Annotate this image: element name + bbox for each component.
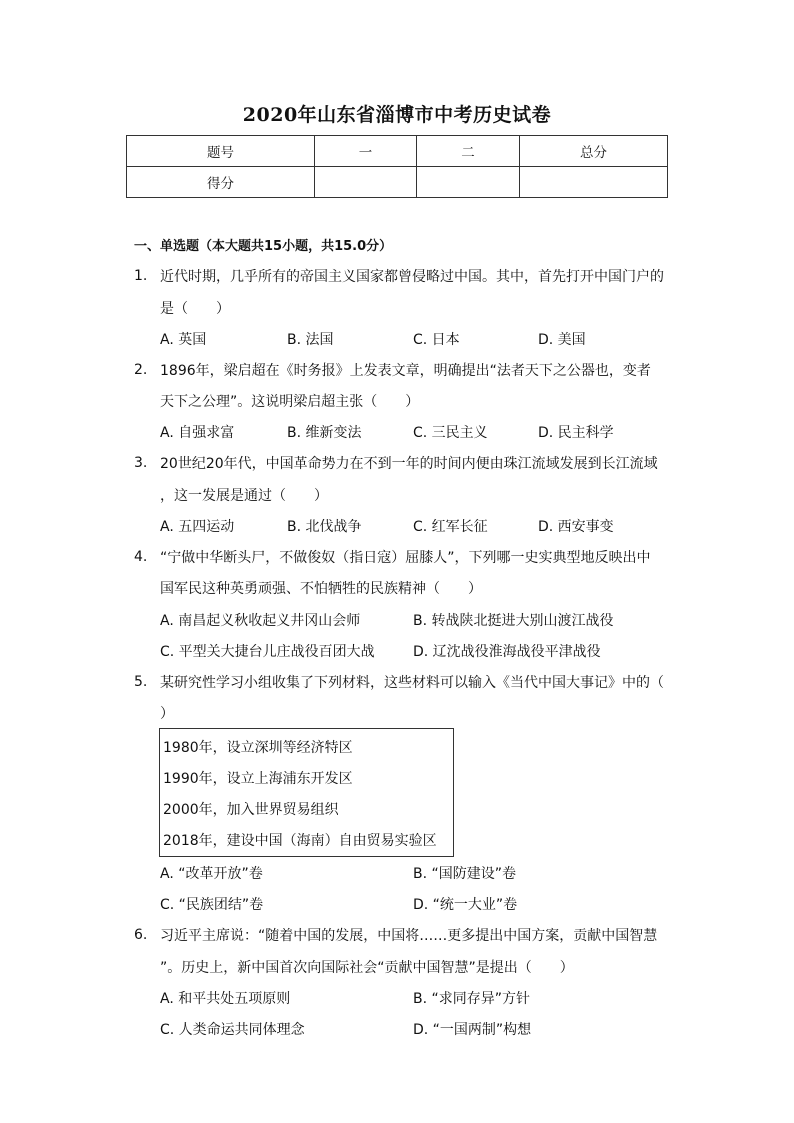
question-text: 20世纪20年代，中国革命势力在不到一年的时间内便由珠江流域发展到长江流域 [160,456,658,472]
option-b[interactable]: B. 转战陕北挺进大别山渡江战役 [413,613,614,629]
score-row-label: 得分 [127,167,315,198]
question-text: ，这一发展是通过（ ） [160,488,328,504]
option-d[interactable]: D. 美国 [538,332,586,348]
material-line: 1990年，设立上海浦东开发区 [163,771,353,787]
score-table-score-row [127,167,668,198]
score-cell[interactable] [315,167,417,198]
option-b[interactable]: B. 维新变法 [287,425,362,441]
score-header-cell: 题号 [127,136,315,167]
option-d[interactable]: D. “统一大业”卷 [413,897,518,913]
option-b[interactable]: B. 北伐战争 [287,519,362,535]
question-number: 6. [134,927,148,943]
option-c[interactable]: C. “民族团结”卷 [160,897,264,913]
question-text: 1896年，梁启超在《时务报》上发表文章，明确提出“法者天下之公器也，变者 [160,363,651,379]
option-d[interactable]: D. 民主科学 [538,425,614,441]
question-text: 习近平主席说：“随着中国的发展，中国将……更多提出中国方案，贡献中国智慧 [160,928,658,944]
material-box [159,728,454,857]
question-number: 5. [134,674,148,690]
question-number: 4. [134,549,148,565]
score-table-header-row [127,136,668,167]
option-c[interactable]: C. 三民主义 [413,425,488,441]
option-c[interactable]: C. 日本 [413,332,460,348]
option-b[interactable]: B. 法国 [287,332,334,348]
score-header-cell: 二 [417,136,520,167]
option-c[interactable]: C. 人类命运共同体理念 [160,1022,305,1038]
question-text: ） [160,706,174,722]
question-text: ”。历史上，新中国首次向国际社会“贡献中国智慧”是提出（ ） [160,960,574,976]
option-a[interactable]: A. 五四运动 [160,519,235,535]
material-line: 1980年，设立深圳等经济特区 [163,740,353,756]
question-number: 2. [134,362,148,378]
option-d[interactable]: D. “一国两制”构想 [413,1022,532,1038]
question-text: 国军民这种英勇顽强、不怕牺牲的民族精神（ ） [160,581,482,597]
score-header-cell: 一 [315,136,417,167]
material-line: 2018年，建设中国（海南）自由贸易实验区 [163,833,437,849]
option-a[interactable]: A. 英国 [160,332,207,348]
question-text: 近代时期，几乎所有的帝国主义国家都曾侵略过中国。其中，首先打开中国门户的 [160,269,664,285]
option-a[interactable]: A. 南昌起义秋收起义井冈山会师 [160,613,361,629]
option-a[interactable]: A. 自强求富 [160,425,235,441]
option-c[interactable]: C. 红军长征 [413,519,488,535]
option-c[interactable]: C. 平型关大捷台儿庄战役百团大战 [160,644,375,660]
score-table [126,135,668,198]
section-heading: 一、单选题（本大题共15小题，共15.0分） [134,239,393,254]
question-number: 3. [134,455,148,471]
score-cell[interactable] [417,167,520,198]
page-title: 2020年山东省淄博市中考历史试卷 [242,104,552,126]
score-header-cell: 总分 [520,136,668,167]
option-b[interactable]: B. “国防建设”卷 [413,866,517,882]
question-number: 1. [134,268,148,284]
question-text: 某研究性学习小组收集了下列材料，这些材料可以输入《当代中国大事记》中的（ [160,675,664,691]
material-line: 2000年，加入世界贸易组织 [163,802,339,818]
question-text: 是（ ） [160,301,230,317]
option-b[interactable]: B. “求同存异”方针 [413,991,531,1007]
option-a[interactable]: A. “改革开放”卷 [160,866,263,882]
option-a[interactable]: A. 和平共处五项原则 [160,991,291,1007]
option-d[interactable]: D. 西安事变 [538,519,614,535]
option-d[interactable]: D. 辽沈战役淮海战役平津战役 [413,644,601,660]
question-text: 天下之公理”。这说明梁启超主张（ ） [160,394,420,410]
score-cell[interactable] [520,167,668,198]
question-text: “宁做中华断头尸，不做俊奴（指日寇）屈膝人”，下列哪一史实典型地反映出中 [160,550,651,566]
